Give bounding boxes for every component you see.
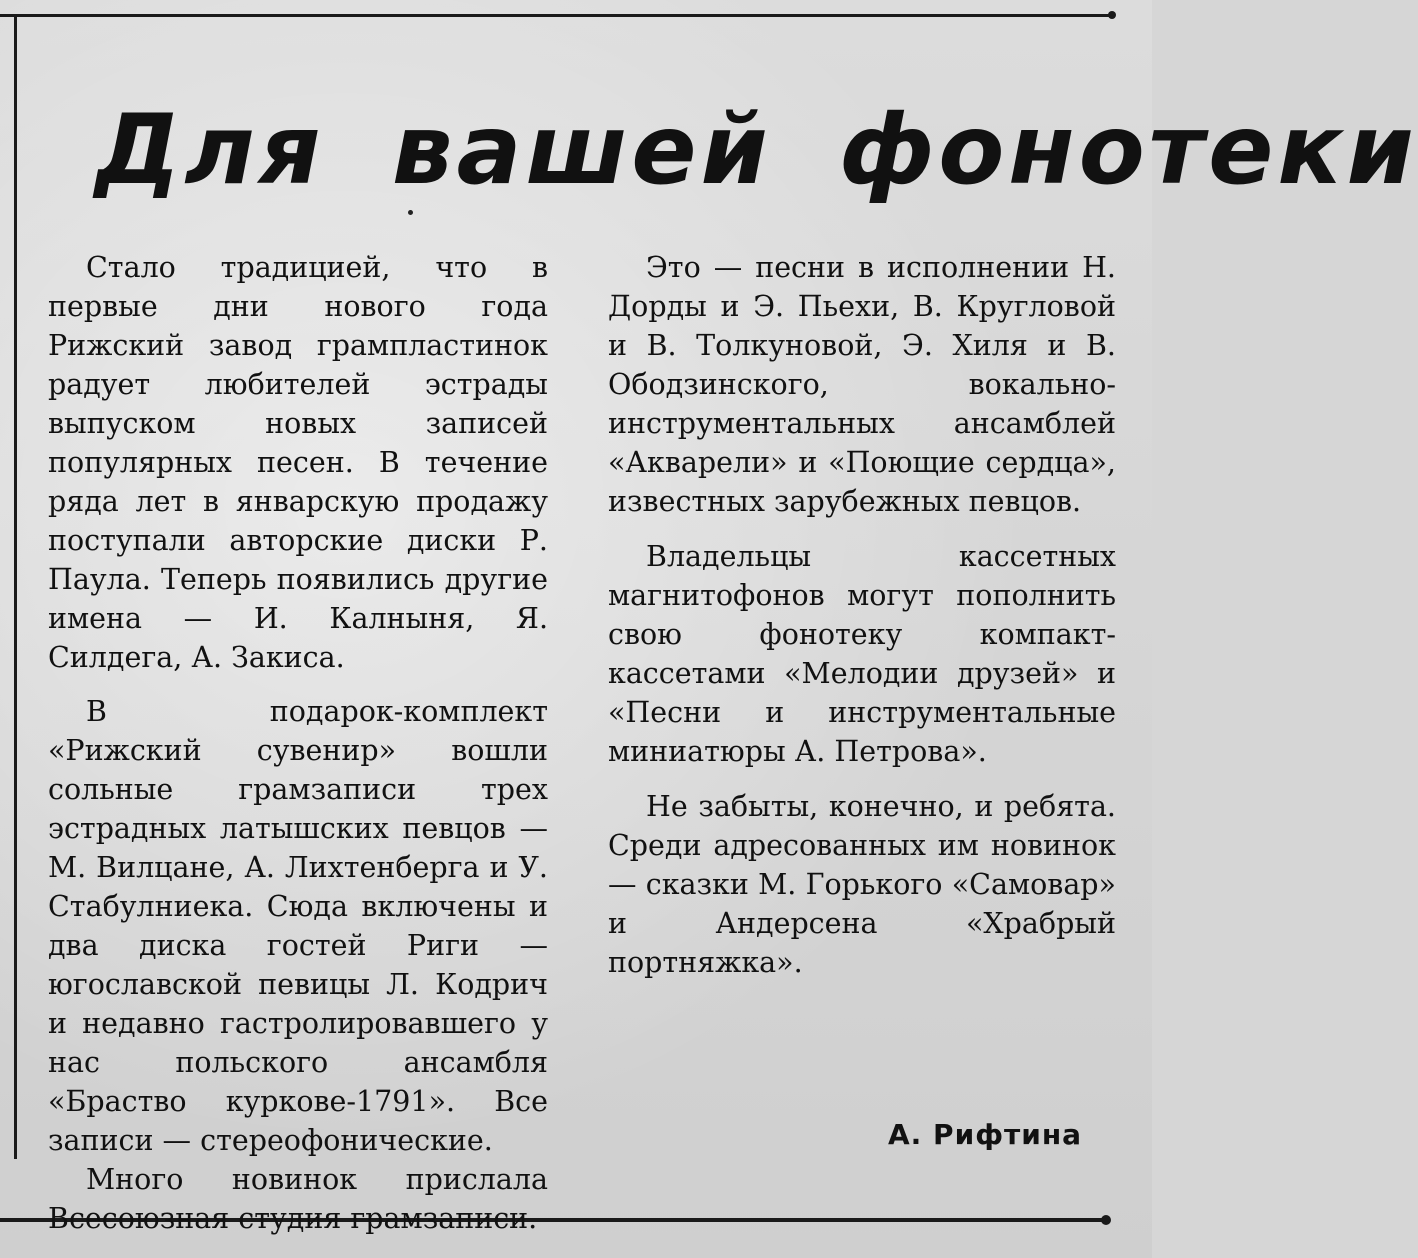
paragraph: Владельцы кассетных магнитофонов могут пополнить свою фонотеку компакт-кассетами «Мелодии друзей» и «Песни и инструментальные миниатюры А. Петрова». xyxy=(608,540,1116,768)
author-signature: А. Рифтина xyxy=(888,1118,1083,1151)
paragraph: Много новинок прислала Всесоюзная студия грамзаписи. xyxy=(48,1163,548,1235)
left-rule xyxy=(14,14,17,1159)
paragraph: Это — песни в исполнении Н. Дорды и Э. Пьехи, В. Кругловой и В. Толкуновой, Э. Хиля и В. Ободзинского, вокально-инструментальных ансамблей «Акварели» и «Поющие сердца», известных зарубежных певцов. xyxy=(608,251,1116,518)
article-column-left xyxy=(48,248,548,1238)
paragraph: Стало традицией, что в первые дни нового года Рижский завод грампластинок радует любителей эстрады выпуском новых записей популярных песен. В течение ряда лет в январскую продажу поступали авторские диски Р. Паула. Теперь появились другие имена — И. Калныня, Я. Силдега, А. Закиса. xyxy=(48,251,548,674)
paragraph: В подарок-комплект «Рижский сувенир» вошли сольные грамзаписи трех эстрадных латышских певцов — М. Вилцане, А. Лихтенберга и У. Стабулниека. Сюда включены и два диска гостей Риги — югославской певицы Л. Кодрич и недавно гастролировавшего у нас польского ансамбля «Браство куркове-1791». Все записи — стереофонические. xyxy=(48,695,548,1157)
top-rule xyxy=(0,14,1112,17)
article-headline: Для вашей фонотеки xyxy=(95,94,1418,206)
paragraph: Не забыты, конечно, и ребята. Среди адресованных им новинок — сказки М. Горького «Самовар» и Андерсена «Храбрый портняжка». xyxy=(608,790,1116,979)
article-column-right xyxy=(608,248,1116,982)
ornament-dot xyxy=(408,210,413,215)
